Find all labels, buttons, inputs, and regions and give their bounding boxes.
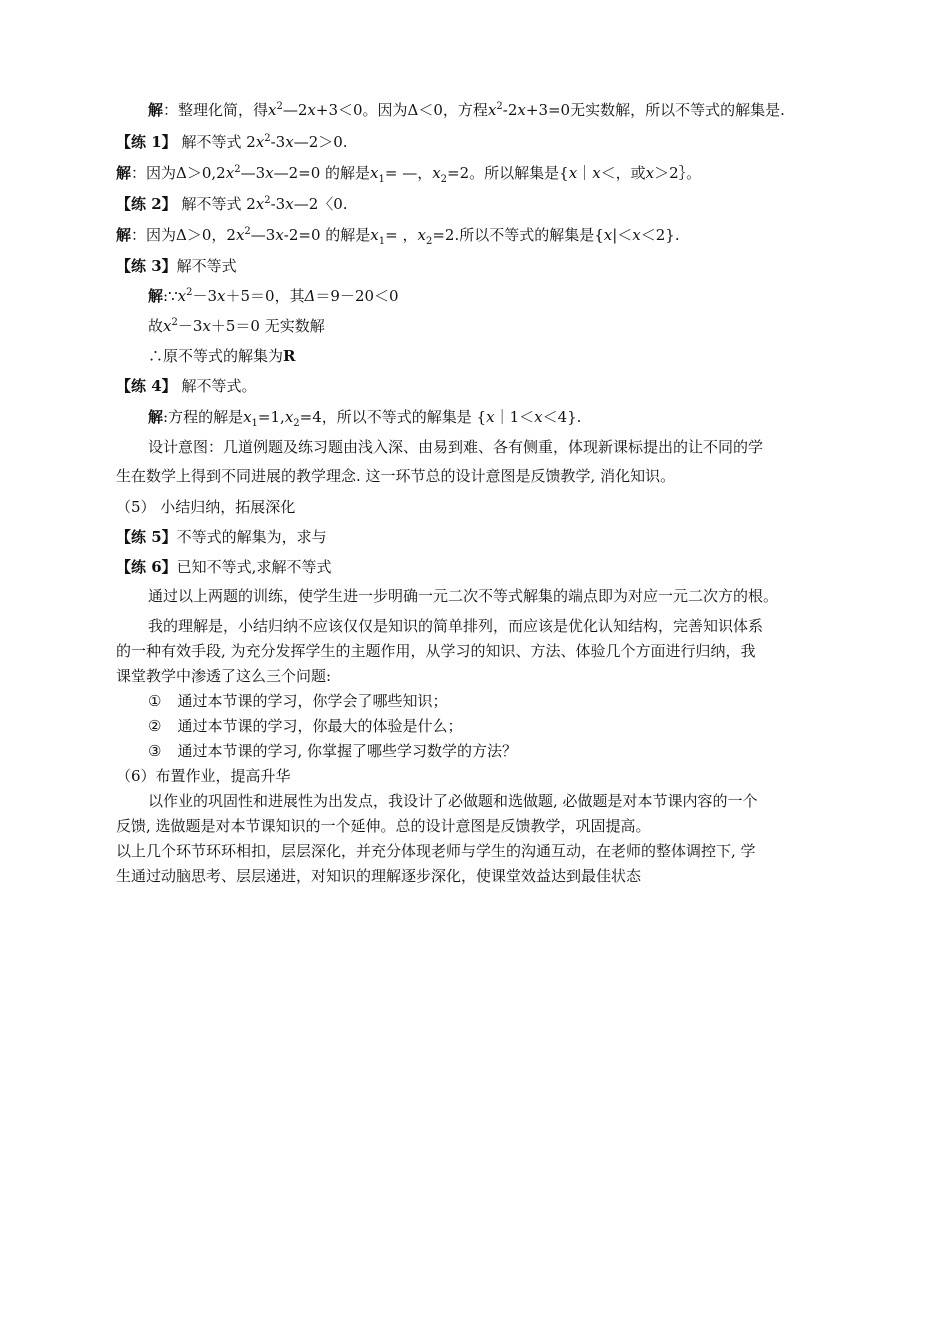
exponent: 2 (276, 101, 283, 112)
exercise-label: 【练 1】 (116, 133, 177, 151)
paragraph-training: 通过以上两题的训练，使学生进一步明确一元二次不等式解集的端点即为对应一元二次方的根。 (148, 587, 779, 605)
solution-text: = ， (385, 226, 418, 244)
solution-text: =1, (257, 408, 285, 426)
question-text: 通过本节课的学习, 你掌握了哪些学习数学的方法？ (177, 742, 517, 760)
exponent: 2 (264, 133, 271, 144)
real-set-symbol: R (283, 347, 296, 365)
exercise-label: 【练 4】 (116, 377, 177, 395)
exponent: 2 (186, 287, 193, 298)
var: x (370, 164, 379, 182)
var: x (177, 287, 187, 305)
subscript: 2 (293, 418, 300, 429)
exercise-2-solution (116, 224, 680, 246)
var: x (568, 164, 578, 182)
var: x (517, 101, 526, 119)
problem-text: —2〈0. (293, 195, 348, 213)
solution-text: =4，所以不等式的解集是 { (299, 408, 487, 426)
paragraph-summary-line-1: 以上几个环节环环相扣，层层深化，并充分体现老师与学生的沟通互动，在老师的整体调控下, 学 (116, 842, 756, 860)
solution-text: 故 (148, 317, 164, 335)
exercise-1-solution (116, 162, 701, 184)
question-item (148, 740, 517, 762)
exponent: 2 (244, 226, 251, 237)
solution-label: 解 (116, 164, 132, 182)
subscript: 2 (425, 236, 433, 247)
section-6-heading: （6）布置作业，提高升华 (116, 767, 291, 785)
question-item (148, 715, 462, 737)
exercise-1-problem (116, 131, 348, 153)
section-5-heading: （5） 小结归纳，拓展深化 (116, 498, 296, 516)
var: x (487, 101, 497, 119)
paragraph-homework-line-1: 以作业的巩固性和进展性为出发点，我设计了必做题和选做题, 必做题是对本节课内容的一个 (148, 792, 758, 810)
exercise-4-solution (148, 406, 581, 428)
problem-text: 解不等式 (176, 257, 237, 275)
problem-text: 解不等式 2 (176, 195, 256, 213)
var: x (486, 408, 495, 426)
var: x (603, 226, 613, 244)
var: x (268, 101, 277, 119)
solution-label: 解 (116, 226, 132, 244)
solution-text: ∴原不等式的解集为 (148, 347, 284, 365)
var: x (370, 226, 379, 244)
paragraph-summary-line-2: 生通过动脑思考、层层递进，对知识的理解逐步深化，使课堂效益达到最佳状态 (116, 867, 642, 885)
solution-text: ＜2}. (640, 226, 680, 244)
var: x (534, 408, 543, 426)
solution-text: ＜4}. (542, 408, 582, 426)
exercise-label: 【练 2】 (116, 195, 177, 213)
solution-text: :方程的解是 (163, 408, 244, 426)
exercise-6 (116, 556, 331, 578)
paragraph-understanding-line-3: 课堂教学中渗透了这么三个问题: (116, 667, 332, 685)
question-text: 通过本节课的学习，你最大的体验是什么； (177, 717, 463, 735)
var: x (645, 164, 655, 182)
exercise-4-problem (116, 375, 256, 397)
paragraph-understanding-line-2: 的一种有效手段, 为充分发挥学生的主题作用，从学习的知识、方法、体验几个方面进行归纳，我 (116, 642, 756, 660)
solution-text: ：整理化简，得 (163, 101, 269, 119)
solution-text: -2=0 的解是 (283, 226, 371, 244)
problem-text: 不等式的解集为，求与 (176, 528, 327, 546)
var: x (432, 164, 441, 182)
solution-line (148, 99, 785, 121)
var: x (255, 195, 265, 213)
exercise-label: 【练 6】 (116, 558, 177, 576)
var: x (255, 133, 265, 151)
var: x (225, 164, 235, 182)
solution-text: ＝9－20＜0 (315, 287, 399, 305)
exercise-3-solution-line-1 (148, 285, 399, 307)
solution-text: ＋5＝0，其 (225, 287, 305, 305)
var: x (285, 195, 294, 213)
var: x (163, 317, 172, 335)
var: x (417, 226, 426, 244)
solution-text: —2=0 的解是 (273, 164, 371, 182)
var: Δ (304, 287, 316, 305)
problem-text: -3 (270, 195, 286, 213)
solution-text: ＜，或 (600, 164, 646, 182)
question-number: ② (148, 717, 162, 735)
solution-text: |＜ (612, 226, 633, 244)
solution-text: －3 (192, 287, 218, 305)
solution-text: +3=0无实数解，所以不等式的解集是. (525, 101, 785, 119)
design-intent-line-2: 生在数学上得到不同进展的教学理念. 这一环节总的设计意图是反馈教学, 消化知识。 (116, 467, 676, 485)
exercise-label: 【练 3】 (116, 257, 177, 275)
solution-text: —3 (240, 164, 266, 182)
var: x (632, 226, 641, 244)
solution-text: :∵ (163, 287, 178, 305)
problem-text: 解不等式。 (176, 377, 257, 395)
exercise-3-solution-line-2 (148, 315, 325, 337)
solution-text: ：因为Δ＞0，2 (131, 226, 236, 244)
solution-text: —2 (282, 101, 308, 119)
exercise-5 (116, 526, 327, 548)
question-item (148, 690, 447, 712)
var: x (217, 287, 226, 305)
design-intent-line-1: 设计意图：几道例题及练习题由浅入深、由易到难、各有侧重，体现新课标提出的让不同的学 (148, 438, 764, 456)
solution-text: —3 (250, 226, 276, 244)
var: x (265, 164, 274, 182)
solution-text: ：因为Δ＞0,2 (131, 164, 226, 182)
exponent: 2 (496, 101, 503, 112)
paragraph-homework-line-2: 反馈, 选做题是对本节课知识的一个延伸。总的设计意图是反馈教学，巩固提高。 (116, 817, 651, 835)
exponent: 2 (234, 164, 241, 175)
solution-text: ｜1＜ (494, 408, 535, 426)
solution-text: ＋5＝0 无实数解 (210, 317, 325, 335)
solution-text: -2 (502, 101, 518, 119)
exercise-2-problem (116, 193, 348, 215)
solution-label: 解 (148, 101, 164, 119)
solution-text: = —， (384, 164, 433, 182)
exponent: 2 (171, 317, 178, 328)
exercise-label: 【练 5】 (116, 528, 177, 546)
subscript: 2 (440, 174, 448, 185)
var: x (243, 408, 252, 426)
subscript: 1 (378, 236, 386, 247)
var: x (275, 226, 284, 244)
exercise-3-problem (116, 255, 237, 277)
problem-text: -3 (270, 133, 286, 151)
question-text: 通过本节课的学习，你学会了哪些知识； (177, 692, 448, 710)
subscript: 1 (251, 418, 258, 429)
solution-text: =2.所以不等式的解集是{ (432, 226, 604, 244)
paragraph-understanding-line-1: 我的理解是，小结归纳不应该仅仅是知识的简单排列，而应该是优化认知结构，完善知识体系 (148, 617, 764, 635)
solution-text: －3 (177, 317, 203, 335)
var: x (592, 164, 601, 182)
solution-label: 解 (148, 408, 164, 426)
question-number: ③ (148, 742, 162, 760)
problem-text: 已知不等式,求解不等式 (176, 558, 332, 576)
exponent: 2 (264, 195, 271, 206)
solution-label: 解 (148, 287, 164, 305)
solution-text: =2。所以解集是{ (447, 164, 569, 182)
problem-text: —2＞0. (293, 133, 348, 151)
var: x (285, 133, 294, 151)
var: x (202, 317, 211, 335)
question-number: ① (148, 692, 162, 710)
var: x (284, 408, 294, 426)
exercise-3-solution-line-3 (148, 345, 295, 367)
subscript: 1 (378, 174, 385, 185)
var: x (235, 226, 245, 244)
solution-text: ｜ (577, 164, 593, 182)
problem-text: 解不等式 2 (176, 133, 256, 151)
var: x (307, 101, 316, 119)
solution-text: +3＜0。因为Δ＜0，方程 (315, 101, 488, 119)
solution-text: ＞2｝。 (654, 164, 702, 182)
